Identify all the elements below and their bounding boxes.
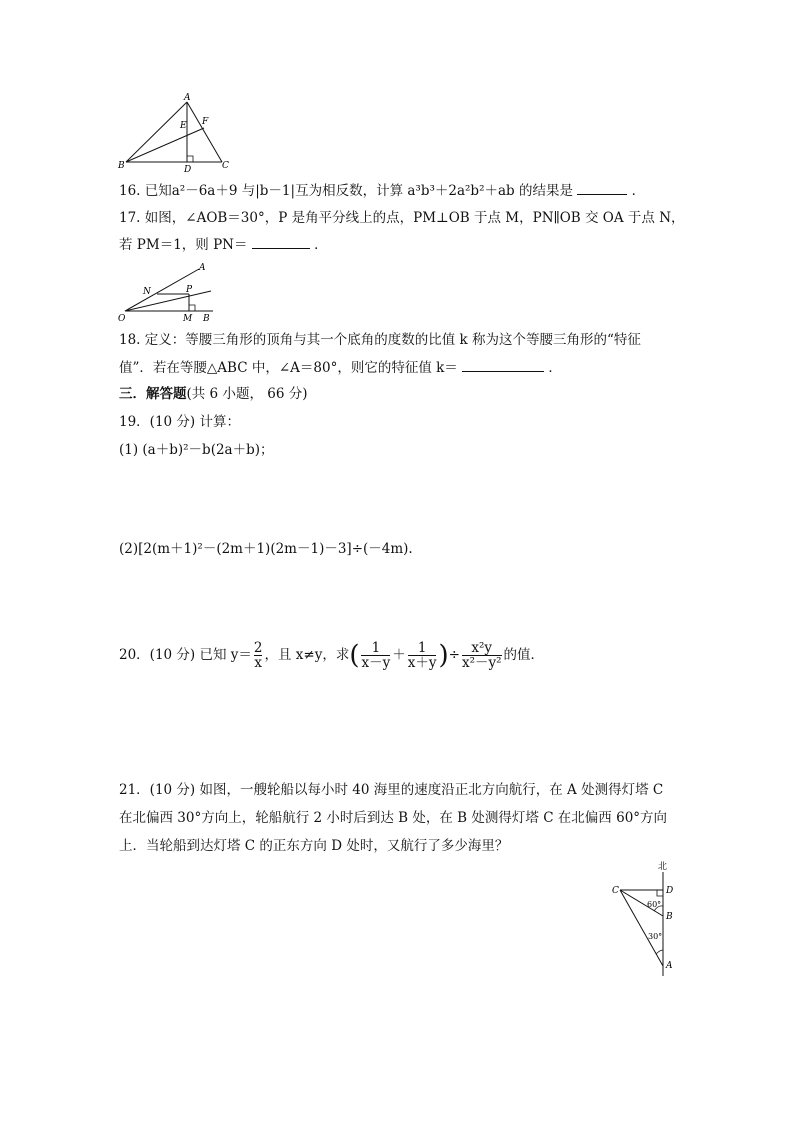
angle-30-label: 30° xyxy=(648,932,663,941)
question-20: 20．(10 分) 已知 y＝ $\frac{2}{x}$ ，且 x≠y，求( $\frac{1}{x-y}$ ＋ $\frac{1}{x+y}$ )÷ $\frac{\text{x²y}}{\text{x²－y²}}$ 的值． xyxy=(119,640,545,671)
question-19-head: 19．(10 分) 计算： xyxy=(119,414,240,430)
question-18-line1: 18. 定义：等腰三角形的顶角与其一个底角的度数的比值 k 称为这个等腰三角形的“特征 xyxy=(119,332,641,348)
question-16 xyxy=(119,180,645,201)
question-18-end: ． xyxy=(548,360,562,376)
fraction-1-over-x-plus-y: $\frac{1}{x+y}$ xyxy=(407,640,437,671)
fraction-1-over-x-minus-y: $\frac{1}{x-y}$ xyxy=(361,640,391,671)
label-a: A xyxy=(184,93,191,103)
label-d: D xyxy=(666,886,674,896)
north-label: 北 xyxy=(658,862,668,872)
question-19-part2: (2)[2(m＋1)²－(2m＋1)(2m－1)－3]÷(－4m). xyxy=(119,541,413,557)
question-17-end: ． xyxy=(314,237,328,253)
label-a: A xyxy=(666,961,673,971)
label-n: N xyxy=(143,287,151,297)
answer-blank-16[interactable] xyxy=(577,180,627,195)
divide-sign: ÷ xyxy=(448,647,460,663)
label-c: C xyxy=(222,161,229,171)
angle-aob-figure xyxy=(115,259,225,325)
question-20-mid: ，且 x≠y，求 xyxy=(264,647,350,663)
section-heading xyxy=(119,384,307,404)
triangle-abc-figure xyxy=(115,92,240,174)
answer-blank-17[interactable] xyxy=(252,234,310,249)
label-c: C xyxy=(612,886,619,896)
question-19-part1: (1) (a＋b)²－b(2a＋b)； xyxy=(119,442,274,458)
section-title: 三．解答题 xyxy=(119,386,187,402)
section-note: (共 6 小题， 66 分) xyxy=(186,386,308,402)
label-o: O xyxy=(118,314,126,324)
fraction-2-over-x: $\frac{2}{x}$ xyxy=(253,640,263,671)
label-b: B xyxy=(118,161,125,171)
label-m: M xyxy=(183,314,193,324)
question-20-head: 20．(10 分) 已知 y＝ xyxy=(119,647,252,663)
label-b: B xyxy=(203,314,210,324)
plus-sign: ＋ xyxy=(392,647,406,663)
question-21-line2: 在北偏西 30°方向上，轮船航行 2 小时后到达 B 处，在 B 处测得灯塔 C 在北偏西 60°方向 xyxy=(119,810,668,826)
question-21-line1: 21．(10 分) 如图，一艘轮船以每小时 40 海里的速度沿正北方向航行，在 A 处测得灯塔 C xyxy=(119,782,664,798)
question-17-text: 若 PM＝1，则 PN＝ xyxy=(119,237,248,253)
question-18-text: 值”．若在等腰△ABC 中，∠A＝80°，则它的特征值 k＝ xyxy=(119,360,458,376)
question-16-end: ． xyxy=(631,183,646,199)
question-17-line1: 17. 如图，∠AOB＝30°，P 是角平分线上的点，PM⊥OB 于点 M，PN∥OB 交 OA 于点 N， xyxy=(119,210,685,226)
answer-blank-18[interactable] xyxy=(462,357,544,372)
question-17-line2 xyxy=(119,234,328,255)
label-e: E xyxy=(180,121,187,131)
question-21-line3: 上．当轮船到达灯塔 C 的正东方向 D 处时，又航行了多少海里？ xyxy=(119,838,509,854)
label-d: D xyxy=(184,165,192,174)
label-a: A xyxy=(199,263,206,273)
label-p: P xyxy=(186,285,193,295)
question-18-line2 xyxy=(119,357,562,378)
fraction-x2y-over-x2-minus-y2: $\frac{\text{x²y}}{\text{x²－y²}}$ xyxy=(461,640,502,671)
question-16-text: 16. 已知a²－6a＋9 与|b－1|互为相反数，计算 a³b³＋2a²b²＋ab 的结果是 xyxy=(119,183,573,199)
label-f: F xyxy=(202,117,209,127)
question-20-end: 的值． xyxy=(503,647,545,663)
angle-60-label: 60° xyxy=(647,900,662,909)
lighthouse-figure xyxy=(608,858,688,980)
label-b: B xyxy=(666,912,673,922)
